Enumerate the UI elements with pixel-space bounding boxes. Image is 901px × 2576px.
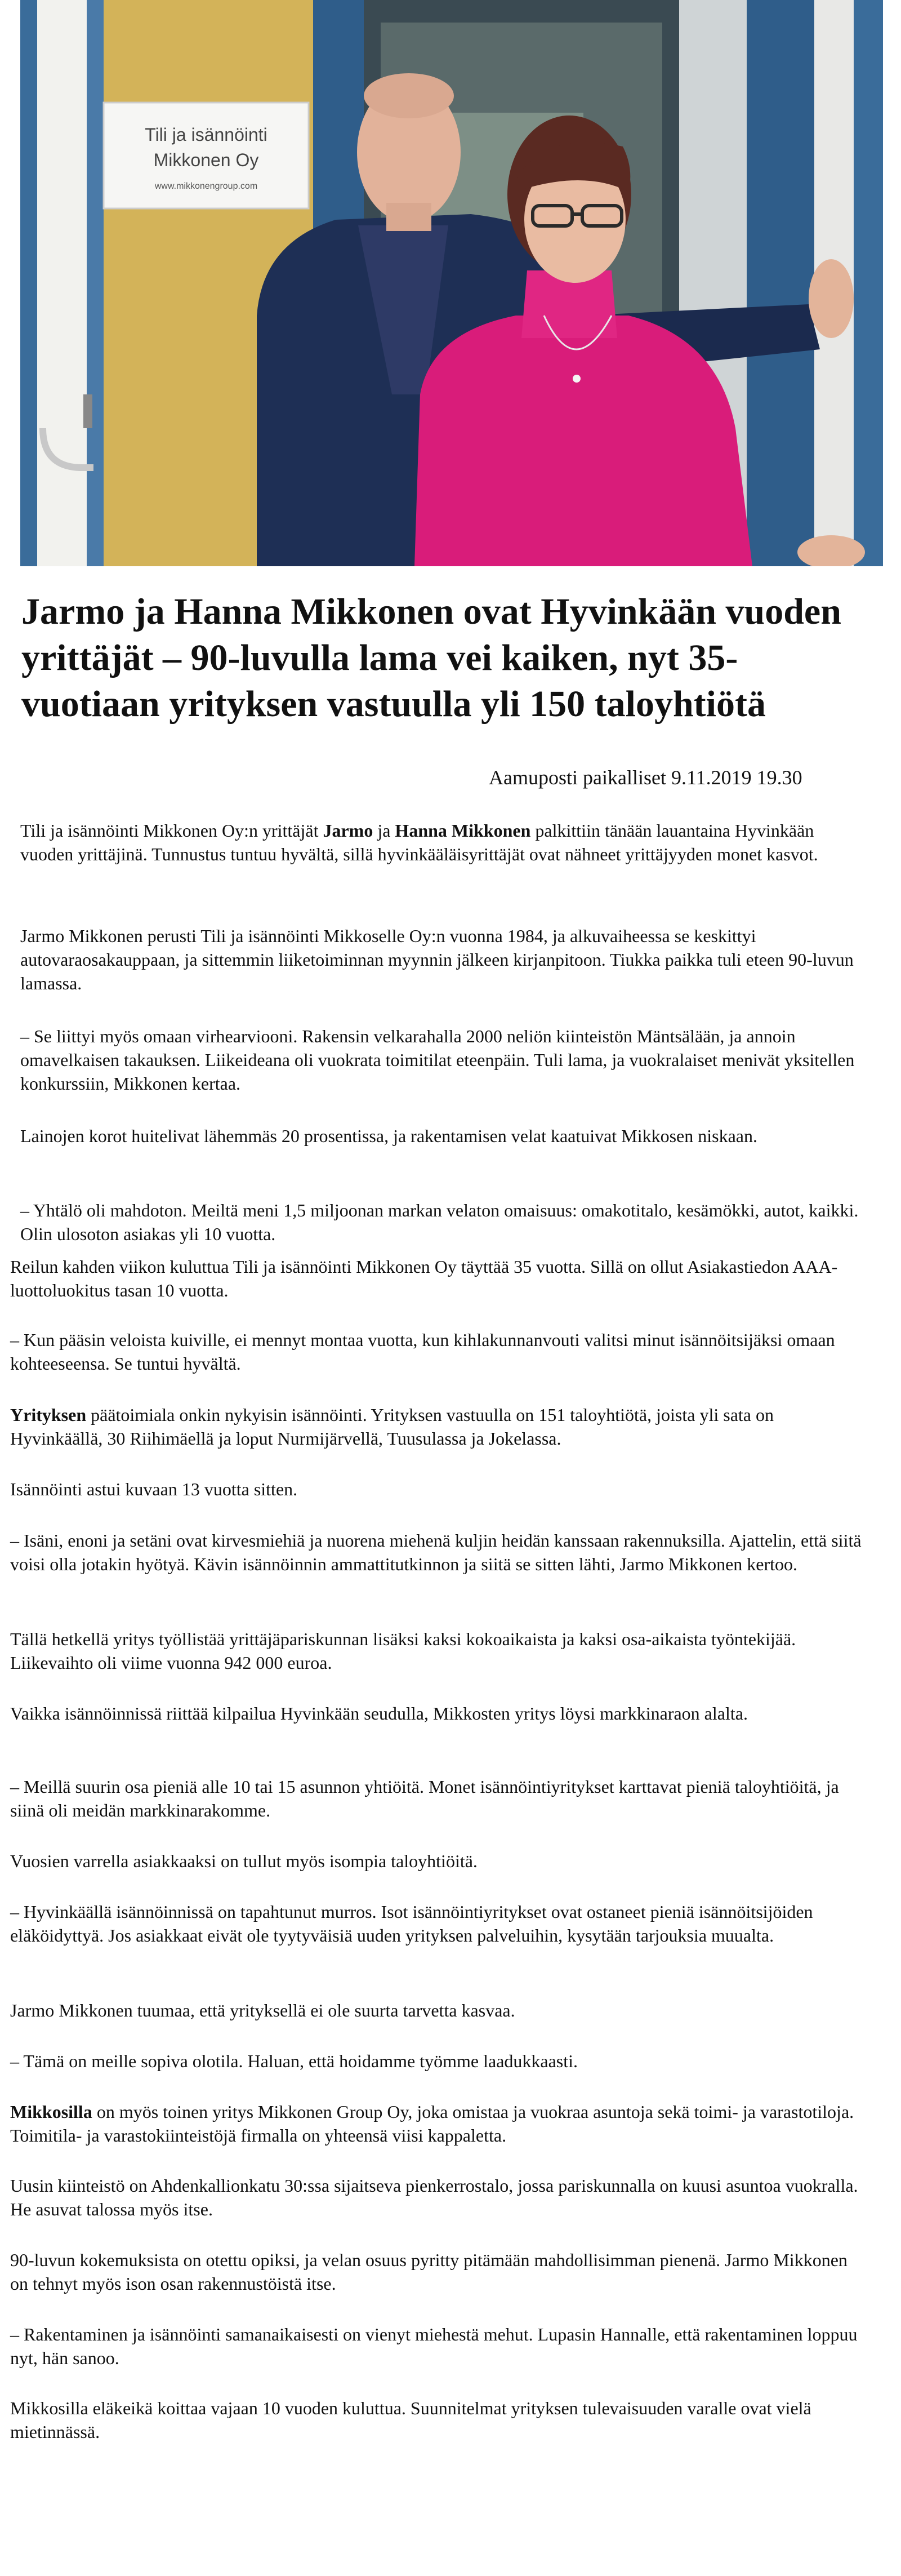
p1-name-jarmo: Jarmo — [323, 820, 373, 841]
paragraph-18 — [10, 2100, 866, 2147]
paragraph-17: – Tämä on meille sopiva olotila. Haluan, että hoidamme työmme laadukkaasti. — [10, 2051, 578, 2071]
p18-rest: on myös toinen yritys Mikkonen Group Oy, joka omistaa ja vuokraa asuntoja sekä toimi- ja varastotiloja. Toimitila- ja varastokiinteistöjä firmalla on yhteensä viisi kappaletta. — [10, 2102, 854, 2146]
paragraph-12: Vaikka isännöinnissä riittää kilpailua Hyvinkään seudulla, Mikkosten yritys löysi markkinaraon alalta. — [10, 1703, 748, 1724]
paragraph-4: Lainojen korot huitelivat lähemmäs 20 prosentissa, ja rakentamisen velat kaatuivat Mikkosen niskaan. — [20, 1126, 757, 1146]
p8-rest: päätoimiala onkin nykyisin isännöinti. Yrityksen vastuulla on 151 taloyhtiötä, joista yli sata on Hyvinkäällä, 30 Riihimäellä ja loput Nurmijärvellä, Tuusulassa ja Jokelassa. — [10, 1405, 774, 1449]
paragraph-3: – Se liittyi myös omaan virhearviooni. Rakensin velkarahalla 2000 neliön kiinteistön Mäntsälään, ja annoin omavelkaisen takauksen. Liikeideana oli vuokrata toimitilat eteenpäin. Tuli lama, ja vuokralaiset menivät yksitellen konkurssiin, Mikkonen kertaa. — [20, 1026, 855, 1094]
p18-bold: Mikkosilla — [10, 2102, 92, 2122]
paragraph-19: Uusin kiinteistö on Ahdenkallionkatu 30:ssa sijaitseva pienkerrostalo, jossa pariskunnalla on kuusi asuntoa vuokralla. He asuvat talossa myös itse. — [10, 2175, 858, 2219]
paragraph-11: Tällä hetkellä yritys työllistää yrittäjäpariskunnan lisäksi kaksi kokoaikaista ja kaksi osa-aikaista työntekijää. Liikevaihto oli viime vuonna 942 000 euroa. — [10, 1629, 796, 1673]
article-byline: Aamuposti paikalliset 9.11.2019 19.30 — [489, 766, 802, 789]
paragraph-6: Reilun kahden viikon kuluttua Tili ja isännöinti Mikkonen Oy täyttää 35 vuotta. Sillä on ollut Asiakastiedon AAA-luottoluokitus tasan 10 vuotta. — [10, 1256, 838, 1300]
paragraph-16: Jarmo Mikkonen tuumaa, että yrityksellä ei ole suurta tarvetta kasvaa. — [10, 2000, 515, 2020]
sign-line-2: Mikkonen Oy — [153, 150, 259, 170]
p1-text-c: ja — [373, 820, 395, 841]
p1-text-d: palkittiin tänään lauantaina Hyvinkään vuoden yrittäjinä. Tunnustus tuntuu hyvältä, sillä hyvinkääläisyrittäjät ovat nähneet yrittäjyyden monet kasvot. — [20, 820, 818, 864]
paragraph-22: Mikkosilla eläkeikä koittaa vajaan 10 vuoden kuluttua. Suunnitelmat yrityksen tulevaisuuden varalle ovat vielä mietinnässä. — [10, 2398, 811, 2442]
article-headline — [21, 589, 872, 727]
article-photo — [20, 0, 883, 566]
paragraph-14: Vuosien varrella asiakkaaksi on tullut myös isompia taloyhtiöitä. — [10, 1851, 478, 1871]
paragraph-10: – Isäni, enoni ja setäni ovat kirvesmiehiä ja nuorena miehenä kuljin heidän kanssaan rakennuksilla. Ajattelin, että siitä voisi olla jotakin hyötyä. Kävin isännöinnin ammattitutkinnon ja siitä se sitten lähti, Jarmo Mikkonen kertoo. — [10, 1530, 862, 1574]
sign-line-1: Tili ja isännöinti — [145, 125, 267, 145]
paragraph-7: – Kun pääsin veloista kuiville, ei mennyt montaa vuotta, kun kihlakunnanvouti valitsi minut isännöitsijäksi omaan kohteeseensa. Se tuntui hyvältä. — [10, 1330, 835, 1374]
paragraph-2: Jarmo Mikkonen perusti Tili ja isännöinti Mikkoselle Oy:n vuonna 1984, ja alkuvaiheessa se keskittyi autovaraosakauppaan, ja sittemmin liiketoiminnan myynnin jälkeen kirjanpitoon. Tiukka paikka tuli eteen 90-luvun lamassa. — [20, 926, 854, 993]
paragraph-9: Isännöinti astui kuvaan 13 vuotta sitten. — [10, 1479, 298, 1499]
paragraph-21: – Rakentaminen ja isännöinti samanaikaisesti on vienyt miehestä mehut. Lupasin Hannalle, että rakentaminen loppuu nyt, hän sanoo. — [10, 2324, 858, 2368]
paragraph-1 — [20, 819, 865, 866]
paragraph-8 — [10, 1403, 866, 1450]
paragraph-5: – Yhtälö oli mahdoton. Meiltä meni 1,5 miljoonan markan velaton omaisuus: omakotitalo, kesämökki, autot, kaikki. Olin ulosoton asiakas yli 10 vuotta. — [20, 1200, 859, 1244]
sign-url: www.mikkonengroup.com — [154, 181, 258, 191]
headline-text: Jarmo ja Hanna Mikkonen ovat Hyvinkään vuoden yrittäjät – 90-luvulla lama vei kaiken, nyt 35-vuotiaan yrityksen vastuulla yli 150 taloyhtiötä — [21, 591, 841, 725]
p8-bold: Yrityksen — [10, 1405, 87, 1425]
photo-illustration — [20, 0, 883, 566]
p1-text-a: Tili ja isännöinti Mikkonen Oy:n yrittäjät — [20, 820, 323, 841]
paragraph-13: – Meillä suurin osa pieniä alle 10 tai 15 asunnon yhtiöitä. Monet isännöintiyritykset karttavat pieniä taloyhtiöitä, ja siinä oli meidän markkinarakomme. — [10, 1776, 839, 1820]
paragraph-15: – Hyvinkäällä isännöinnissä on tapahtunut murros. Isot isännöintiyritykset ovat ostaneet pieniä isännöitsijöiden eläköidyttyä. Jos asiakkaat eivät ole tyytyväisiä uuden yrityksen palveluihin, kysytään tarjouksia muualta. — [10, 1902, 813, 1946]
paragraph-20: 90-luvun kokemuksista on otettu opiksi, ja velan osuus pyritty pitämään mahdollisimman pienenä. Jarmo Mikkonen on tehnyt myös ison osan rakennustöistä itse. — [10, 2250, 848, 2294]
p1-name-hanna: Hanna Mikkonen — [395, 820, 531, 841]
